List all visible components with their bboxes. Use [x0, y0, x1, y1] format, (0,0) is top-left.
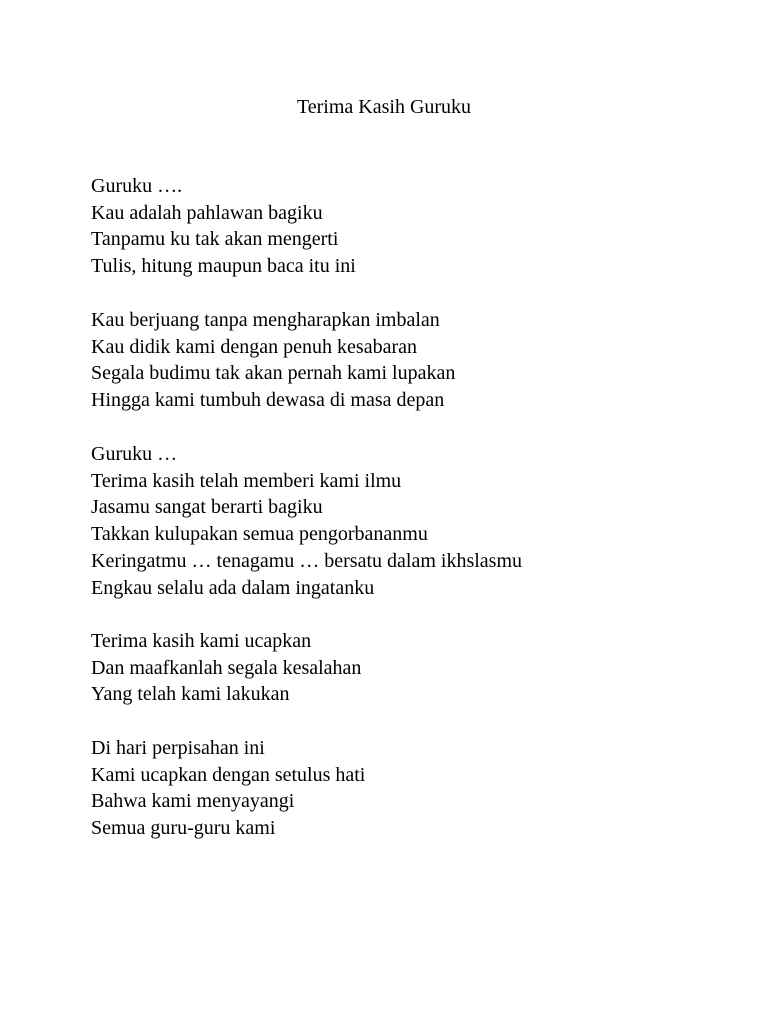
poem-line: Kau adalah pahlawan bagiku — [91, 201, 323, 224]
poem-line: Di hari perpisahan ini — [91, 737, 265, 759]
poem-line: Terima kasih telah memberi kami ilmu — [91, 469, 402, 492]
poem-line: Jasamu sangat berarti bagiku — [91, 496, 323, 519]
stanza-1 — [91, 173, 356, 280]
stanza-4 — [91, 628, 361, 708]
poem-line: Segala budimu tak akan pernah kami lupakan — [91, 362, 456, 385]
poem-line: Yang telah kami lakukan — [91, 683, 290, 706]
poem-line: Semua guru-guru kami — [91, 817, 276, 840]
poem-line: Hingga kami tumbuh dewasa di masa depan — [91, 389, 445, 412]
poem-line: Tulis, hitung maupun baca itu ini — [91, 255, 356, 278]
stanza-5 — [91, 735, 365, 842]
poem-line: Engkau selalu ada dalam ingatanku — [91, 576, 375, 599]
poem-line: Tanpamu ku tak akan mengerti — [91, 228, 339, 251]
poem-line: Guruku … — [91, 443, 178, 465]
poem-line: Guruku …. — [91, 175, 183, 197]
poem-line: Kau didik kami dengan penuh kesabaran — [91, 335, 418, 358]
stanza-3 — [91, 441, 522, 601]
poem-line: Kau berjuang tanpa mengharapkan imbalan — [91, 309, 440, 331]
poem-line: Bahwa kami menyayangi — [91, 790, 295, 813]
poem-line: Kami ucapkan dengan setulus hati — [91, 763, 366, 786]
stanza-2 — [91, 307, 455, 414]
poem-line: Takkan kulupakan semua pengorbananmu — [91, 523, 428, 546]
poem-title: Terima Kasih Guruku — [296, 96, 472, 118]
poem-line: Keringatmu … tenagamu … bersatu dalam ikhslasmu — [91, 549, 523, 572]
poem-line: Terima kasih kami ucapkan — [91, 630, 312, 652]
poem-line: Dan maafkanlah segala kesalahan — [91, 656, 362, 679]
